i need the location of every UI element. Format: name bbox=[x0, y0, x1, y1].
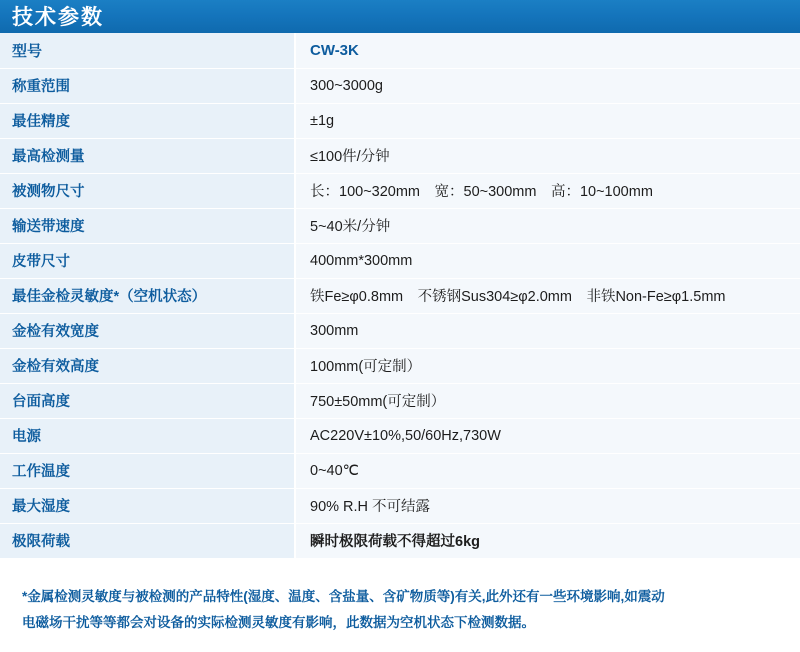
table-row bbox=[0, 33, 800, 68]
table-row bbox=[0, 68, 800, 103]
row-label: 电源 bbox=[0, 418, 295, 453]
row-label: 最佳精度 bbox=[0, 103, 295, 138]
row-label: 最高检测量 bbox=[0, 138, 295, 173]
footnote bbox=[0, 568, 800, 636]
row-value: 400mm*300mm bbox=[295, 243, 800, 278]
footnote-line-2: 电磁场干扰等等都会对设备的实际检测灵敏度有影响，此数据为空机状态下检测数据。 bbox=[22, 614, 535, 630]
spec-header-title: 技术参数 bbox=[0, 0, 800, 33]
table-row bbox=[0, 313, 800, 348]
table-footnote-divider bbox=[0, 559, 800, 568]
row-label: 极限荷载 bbox=[0, 523, 295, 558]
row-value: CW-3K bbox=[295, 33, 800, 68]
row-label: 金检有效高度 bbox=[0, 348, 295, 383]
table-row bbox=[0, 208, 800, 243]
row-value: 300mm bbox=[295, 313, 800, 348]
table-row bbox=[0, 103, 800, 138]
row-value: ≤100件/分钟 bbox=[295, 138, 800, 173]
row-value: 瞬时极限荷载不得超过6kg bbox=[295, 523, 800, 558]
table-row bbox=[0, 243, 800, 278]
table-row bbox=[0, 418, 800, 453]
row-label: 称重范围 bbox=[0, 68, 295, 103]
row-value: 750±50mm(可定制） bbox=[295, 383, 800, 418]
row-label: 金检有效宽度 bbox=[0, 313, 295, 348]
table-row bbox=[0, 278, 800, 313]
row-label: 工作温度 bbox=[0, 453, 295, 488]
row-value: 铁Fe≥φ0.8mm 不锈钢Sus304≥φ2.0mm 非铁Non-Fe≥φ1.5mm bbox=[295, 278, 800, 313]
row-value: 300~3000g bbox=[295, 68, 800, 103]
table-row bbox=[0, 348, 800, 383]
table-row bbox=[0, 488, 800, 523]
table-row bbox=[0, 523, 800, 558]
row-value: 100mm(可定制） bbox=[295, 348, 800, 383]
row-label: 被测物尺寸 bbox=[0, 173, 295, 208]
row-value: ±1g bbox=[295, 103, 800, 138]
row-label: 最佳金检灵敏度*（空机状态） bbox=[0, 278, 295, 313]
row-label: 皮带尺寸 bbox=[0, 243, 295, 278]
table-row bbox=[0, 453, 800, 488]
row-label: 台面高度 bbox=[0, 383, 295, 418]
row-value: 长：100~320mm 宽：50~300mm 高：10~100mm bbox=[295, 173, 800, 208]
row-label: 最大湿度 bbox=[0, 488, 295, 523]
row-value: 5~40米/分钟 bbox=[295, 208, 800, 243]
spec-table-body bbox=[0, 33, 800, 558]
footnote-line-1: *金属检测灵敏度与被检测的产品特性(湿度、温度、含盐量、含矿物质等)有关,此外还有一些环境影响,如震动 bbox=[22, 588, 665, 604]
table-row bbox=[0, 173, 800, 208]
row-label: 型号 bbox=[0, 33, 295, 68]
row-value: 90% R.H 不可结露 bbox=[295, 488, 800, 523]
table-row bbox=[0, 138, 800, 173]
row-value: AC220V±10%,50/60Hz,730W bbox=[295, 418, 800, 453]
row-label: 输送带速度 bbox=[0, 208, 295, 243]
spec-table bbox=[0, 33, 800, 559]
row-value: 0~40℃ bbox=[295, 453, 800, 488]
table-row bbox=[0, 383, 800, 418]
